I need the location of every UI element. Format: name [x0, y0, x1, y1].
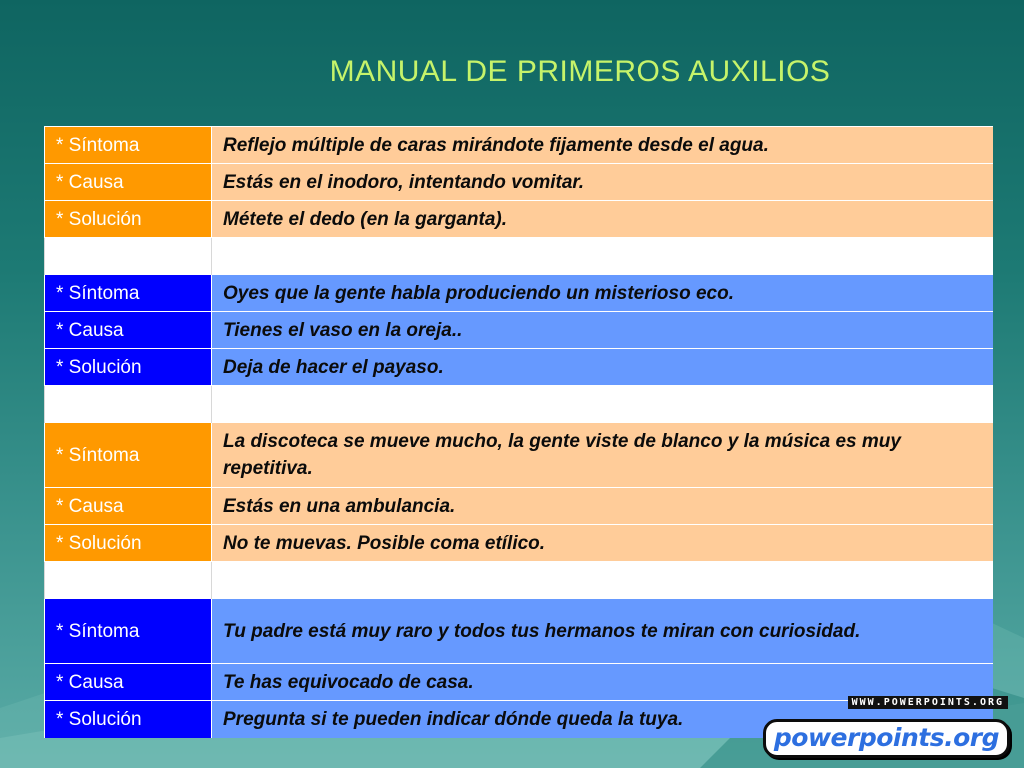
row-text: Reflejo múltiple de caras mirándote fijamente desde el agua. [212, 127, 993, 164]
row-label: * Solución [45, 201, 212, 238]
table-row [45, 127, 993, 164]
spacer-row [45, 386, 993, 423]
spacer-cell [212, 562, 993, 599]
row-label: * Solución [45, 525, 212, 562]
spacer-cell [45, 562, 212, 599]
row-text: Tienes el vaso en la oreja.. [212, 312, 993, 349]
table-row [45, 164, 993, 201]
table-row [45, 599, 993, 664]
watermark-url: WWW.POWERPOINTS.ORG [848, 696, 1008, 709]
spacer-cell [45, 238, 212, 275]
row-text: Te has equivocado de casa. [212, 664, 993, 701]
spacer-row [45, 238, 993, 275]
row-text: Métete el dedo (en la garganta). [212, 201, 993, 238]
spacer-cell [212, 386, 993, 423]
table-row [45, 664, 993, 701]
spacer-cell [212, 238, 993, 275]
table-row [45, 349, 993, 386]
watermark-logo: powerpoints.org [763, 719, 1010, 758]
row-text: Estás en una ambulancia. [212, 488, 993, 525]
row-label: * Síntoma [45, 423, 212, 488]
table-row [45, 201, 993, 238]
row-label: * Causa [45, 664, 212, 701]
spacer-cell [45, 386, 212, 423]
row-text: Deja de hacer el payaso. [212, 349, 993, 386]
row-label: * Causa [45, 164, 212, 201]
row-text: Tu padre está muy raro y todos tus hermanos te miran con curiosidad. [212, 599, 993, 664]
row-text: La discoteca se mueve mucho, la gente viste de blanco y la música es muy repetitiva. [212, 423, 993, 488]
row-label: * Solución [45, 701, 212, 738]
page-title: MANUAL DE PRIMEROS AUXILIOS [329, 55, 831, 88]
row-label: * Causa [45, 488, 212, 525]
powerpoints-watermark [773, 696, 1012, 758]
row-text: Pregunta si te pueden indicar dónde queda la tuya. [212, 701, 993, 738]
table-row [45, 525, 993, 562]
first-aid-table [44, 126, 993, 738]
table-row [45, 312, 993, 349]
table-row [45, 275, 993, 312]
row-label: * Causa [45, 312, 212, 349]
row-label: * Síntoma [45, 127, 212, 164]
row-text: Estás en el inodoro, intentando vomitar. [212, 164, 993, 201]
row-label: * Síntoma [45, 599, 212, 664]
table-row [45, 423, 993, 488]
row-text: Oyes que la gente habla produciendo un misterioso eco. [212, 275, 993, 312]
row-label: * Solución [45, 349, 212, 386]
table-row [45, 488, 993, 525]
spacer-row [45, 562, 993, 599]
row-label: * Síntoma [45, 275, 212, 312]
row-text: No te muevas. Posible coma etílico. [212, 525, 993, 562]
